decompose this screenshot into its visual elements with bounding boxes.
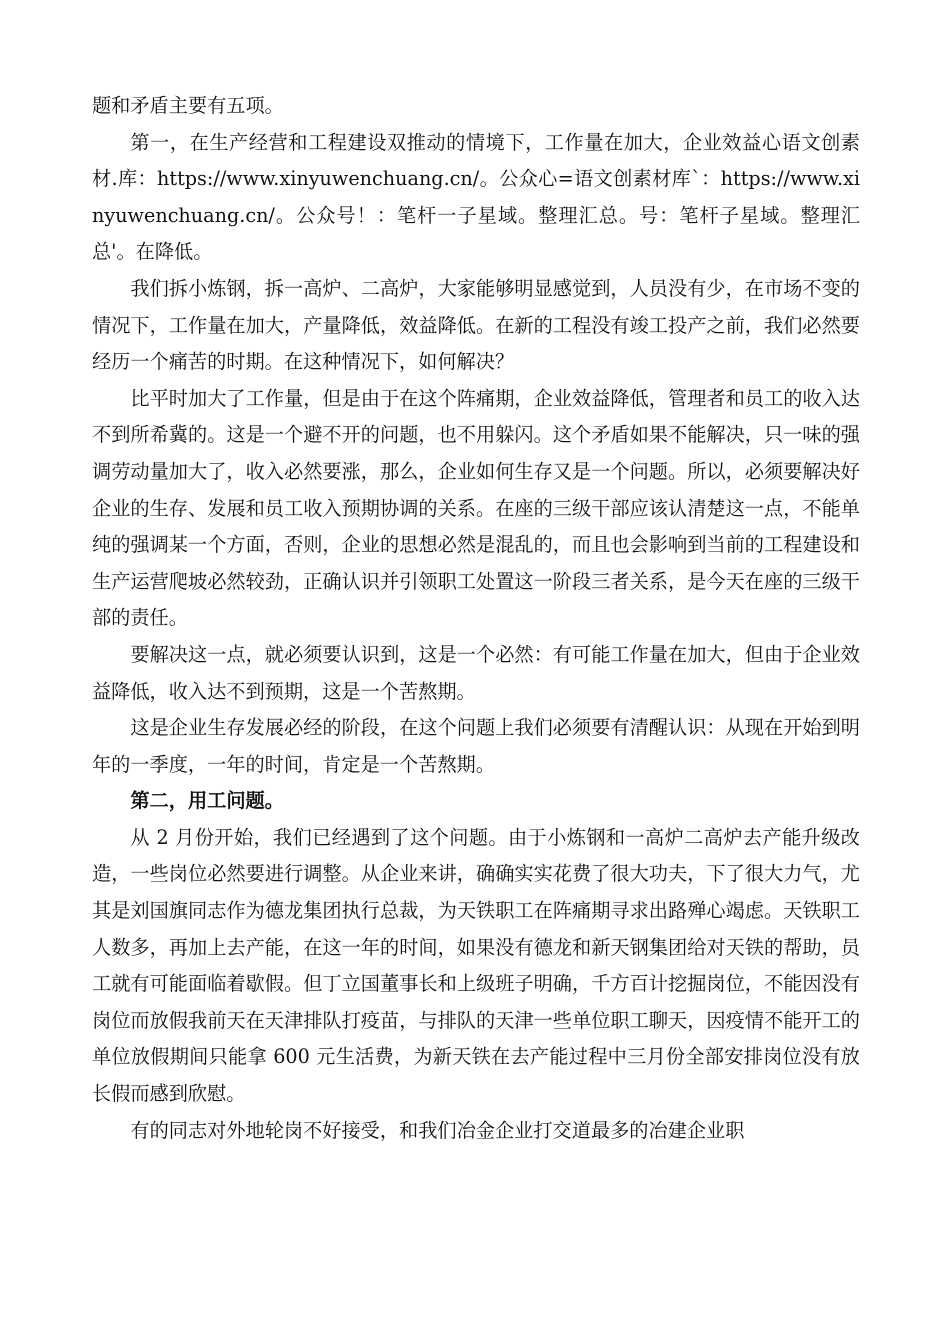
- paragraph-body: 这是企业生存发展必经的阶段，在这个问题上我们必须要有清醒认识：从现在开始到明年的一季度，一年的时间，肯定是一个苦熬期。: [92, 716, 860, 776]
- paragraph-body: 从 2 月份开始，我们已经遇到了这个问题。由于小炼钢和一高炉二高炉去产能升级改造，一些岗位必然要进行调整。从企业来讲，确确实实花费了很大功夫，下了很大力气，尤其是刘国旗同志作为德龙集团执行总裁，为天铁职工在阵痛期寻求出路殚心竭虑。天铁职工人数多，再加上去产能，在这一年的时间，如果没有德龙和新天钢集团给对天铁的帮助，员工就有可能面临着歇假。但丁立国董事长和上级班子明确，千方百计挖掘岗位，不能因没有岗位而放假我前天在天津排队打疫苗，与排队的天津一些单位职工聊天，因疫情不能开工的单位放假期间只能拿 600 元生活费，为新天铁在去产能过程中三月份全部安排岗位没有放长假而感到欣慰。: [92, 825, 860, 1106]
- section-heading: 第二，用工问题。: [130, 789, 284, 813]
- paragraph-body: 有的同志对外地轮岗不好接受，和我们冶金企业打交道最多的冶建企业职: [130, 1118, 745, 1142]
- paragraph-body: 比平时加大了工作量，但是由于在这个阵痛期，企业效益降低，管理者和员工的收入达不到所希冀的。这是一个避不开的问题，也不用躲闪。这个矛盾如果不能解决，只一味的强调劳动量加大了，收入必然要涨，那么，企业如何生存又是一个问题。所以，必须要解决好企业的生存、发展和员工收入预期协调的关系。在座的三级干部应该认清楚这一点，不能单纯的强调某一个方面，否则，企业的思想必然是混乱的，而且也会影响到当前的工程建设和生产运营爬坡必然较劲，正确认识并引领职工处置这一阶段三者关系，是今天在座的三级干部的责任。: [92, 386, 860, 630]
- paragraph-continuation: 题和矛盾主要有五项。: [92, 94, 284, 117]
- paragraph-body: 要解决这一点，就必须要认识到，这是一个必然：有可能工作量在加大，但由于企业效益降低，收入达不到预期，这是一个苦熬期。: [92, 642, 860, 703]
- paragraph-point-one: 第一，在生产经营和工程建设双推动的情境下，工作量在加大，企业效益心语文创素材.库：https://www.xinyuwenchuang.cn/。公众心=语文创素材库`：https://www.xinyuwenchuang.cn/。公众号！：笔杆一子星域。整理汇总。号：笔杆子星域。整理汇总'。在降低。: [92, 130, 860, 264]
- paragraph-body: 我们拆小炼钢，拆一高炉、二高炉，大家能够明显感觉到，人员没有少，在市场不变的情况下，工作量在加大，产量降低，效益降低。在新的工程没有竣工投产之前，我们必然要经历一个痛苦的时期。在这种情况下，如何解决？: [92, 276, 860, 374]
- document-page: [92, 88, 860, 1149]
